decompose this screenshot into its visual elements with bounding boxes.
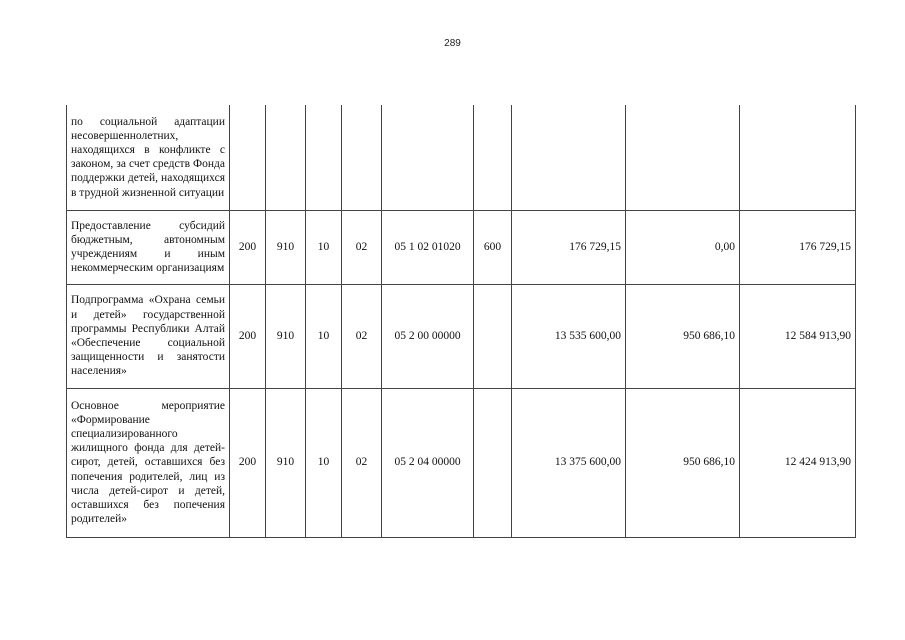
amount-change-cell: 0,00	[626, 210, 740, 284]
amount-plan-cell: 13 535 600,00	[512, 284, 626, 388]
pr-cell	[342, 105, 382, 210]
amount-total-cell	[740, 105, 856, 210]
glv-cell	[230, 105, 266, 210]
table-row	[67, 210, 856, 284]
csr-cell: 05 2 00 00000	[382, 284, 474, 388]
csr-cell: 05 1 02 01020	[382, 210, 474, 284]
pr-cell: 02	[342, 210, 382, 284]
amount-plan-cell	[512, 105, 626, 210]
budget-table	[66, 105, 856, 538]
code-cell: 10	[306, 210, 342, 284]
vr-cell	[474, 284, 512, 388]
vr-cell: 600	[474, 210, 512, 284]
rz-cell: 910	[266, 210, 306, 284]
amount-total-cell: 12 424 913,90	[740, 388, 856, 537]
page-number: 289	[444, 38, 461, 49]
glv-cell: 200	[230, 388, 266, 537]
row-name-cell: Предоставление субсидий бюджетным, автономным учреждениям и иным некоммерческим организациям	[67, 210, 230, 284]
csr-cell: 05 2 04 00000	[382, 388, 474, 537]
glv-cell: 200	[230, 210, 266, 284]
amount-plan-cell: 176 729,15	[512, 210, 626, 284]
row-name-cell: Подпрограмма «Охрана семьи и детей» государственной программы Республики Алтай «Обеспечение социальной защищенности и занятости населения»	[67, 284, 230, 388]
amount-plan-cell: 13 375 600,00	[512, 388, 626, 537]
row-name-cell: Основное мероприятие «Формирование специализированного жилищного фонда для детей-сирот, детей, оставшихся без попечения родителей, лиц из числа детей-сирот и детей, оставшихся без попечения родителей»	[67, 388, 230, 537]
table-row	[67, 105, 856, 210]
rz-cell: 910	[266, 388, 306, 537]
pr-cell: 02	[342, 284, 382, 388]
rz-cell: 910	[266, 284, 306, 388]
code-cell	[306, 105, 342, 210]
pr-cell: 02	[342, 388, 382, 537]
rz-cell	[266, 105, 306, 210]
table-row	[67, 284, 856, 388]
vr-cell	[474, 388, 512, 537]
amount-change-cell	[626, 105, 740, 210]
vr-cell	[474, 105, 512, 210]
row-name-cell: по социальной адаптации несовершеннолетних, находящихся в конфликте с законом, за счет средств Фонда поддержки детей, находящихся в трудной жизненной ситуации	[67, 105, 230, 210]
table-row	[67, 388, 856, 537]
amount-total-cell: 176 729,15	[740, 210, 856, 284]
amount-change-cell: 950 686,10	[626, 284, 740, 388]
amount-change-cell: 950 686,10	[626, 388, 740, 537]
csr-cell	[382, 105, 474, 210]
glv-cell: 200	[230, 284, 266, 388]
code-cell: 10	[306, 284, 342, 388]
amount-total-cell: 12 584 913,90	[740, 284, 856, 388]
code-cell: 10	[306, 388, 342, 537]
